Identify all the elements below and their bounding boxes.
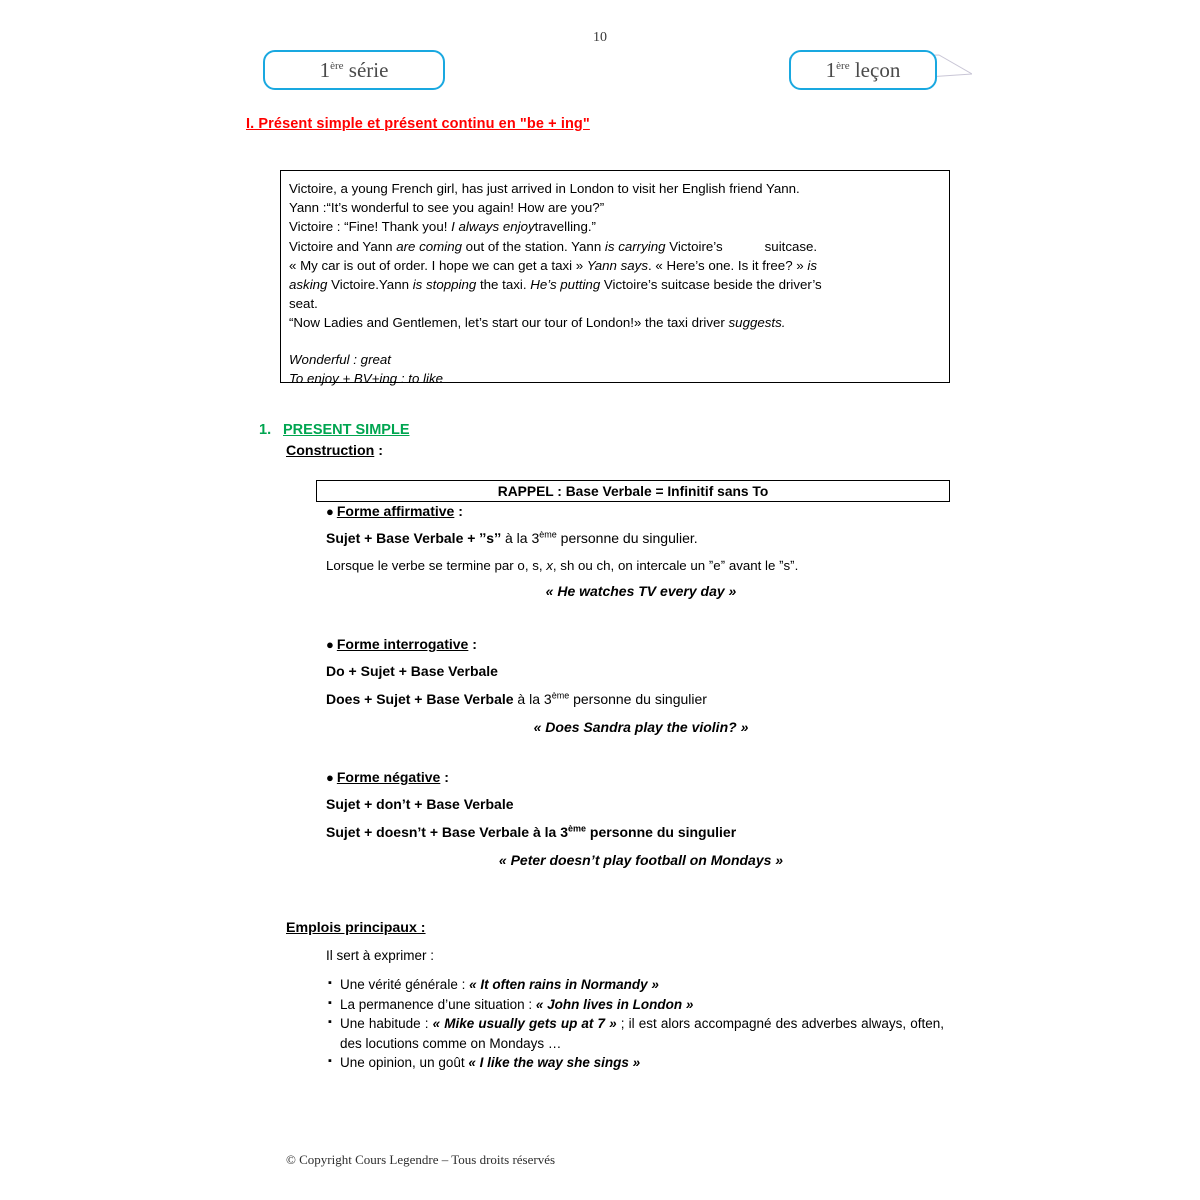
bullet-dot-icon: ●	[326, 637, 334, 652]
emplois-intro: Il sert à exprimer :	[326, 948, 435, 963]
dialogue-text-box	[280, 170, 950, 386]
list-item: ▪ La permanence d’une situation : « John lives in London »	[328, 995, 944, 1015]
dialogue-line-5: « My car is out of order. I hope we can get a taxi » Yann says. « Here’s one. Is it free? » is	[289, 257, 817, 273]
emplois-list	[328, 975, 944, 1073]
badge-lecon-text: 1ère leçon	[825, 57, 901, 82]
badge-serie-text: 1ère série	[319, 57, 389, 82]
list-item: ▪ Une opinion, un goût « I like the way she sings »	[328, 1053, 944, 1073]
copyright-footer: © Copyright Cours Legendre – Tous droits réservés	[286, 1152, 556, 1167]
bullet-forme-interrogative: ● Forme interrogative :	[326, 636, 477, 652]
rappel-box	[316, 480, 950, 502]
glossary-line-2: To enjoy + BV+ing : to like	[289, 370, 443, 386]
badge-serie	[263, 50, 445, 90]
dialogue-line-3: Victoire : “Fine! Thank you! I always enjoytravelling.”	[289, 219, 596, 235]
interrogative-example: « Does Sandra play the violin? »	[533, 719, 749, 735]
dialogue-line-2: Yann :“It’s wonderful to see you again! How are you?”	[289, 200, 605, 216]
glossary-line-1: Wonderful : great	[289, 351, 391, 367]
form-block-interrogative	[326, 636, 956, 735]
negative-rule-dont: Sujet + don’t + Base Verbale	[326, 796, 514, 812]
bullet-dot-icon: ●	[326, 504, 334, 519]
form-block-affirmative	[326, 503, 956, 599]
list-item: ▪ Une vérité générale : « It often rains in Normandy »	[328, 975, 944, 995]
bullet-dot-icon: ●	[326, 770, 334, 785]
subsection-heading-present-simple	[259, 422, 410, 438]
emplois-list-ul	[328, 975, 944, 1073]
dialogue-line-7: seat.	[289, 296, 318, 312]
dialogue-spacer	[289, 333, 941, 350]
list-item: ▪ Une habitude : « Mike usually gets up at 7 » ; il est alors accompagné des adverbes always, often, des locutions comme on Mondays …	[328, 1014, 944, 1053]
construction-label: Construction :	[286, 443, 383, 459]
rappel-text: RAPPEL : Base Verbale = Infinitif sans To	[497, 483, 769, 499]
badge-lecon	[789, 50, 937, 90]
dialogue-line-8: “Now Ladies and Gentlemen, let’s start our tour of London!» the taxi driver suggests.	[289, 315, 786, 331]
bullet-forme-affirmative: ● Forme affirmative :	[326, 503, 463, 519]
dialogue-line-1: Victoire, a young French girl, has just arrived in London to visit her English friend Yann.	[289, 181, 800, 196]
interrogative-rule-do: Do + Sujet + Base Verbale	[326, 663, 498, 679]
form-block-negative	[326, 769, 956, 868]
dialogue-line-6: asking Victoire.Yann is stopping the taxi. He’s putting Victoire’s suitcase beside the driver’s	[289, 277, 822, 293]
affirmative-rule: Sujet + Base Verbale + ˮsˮ à la 3ème personne du singulier.	[326, 529, 698, 546]
subsection-title: PRESENT SIMPLE	[283, 422, 410, 438]
negative-example: « Peter doesn’t play football on Mondays »	[498, 852, 784, 868]
emplois-principaux-title: Emplois principaux :	[286, 920, 426, 936]
subsection-number: 1.	[259, 422, 272, 438]
section-heading-roman-one: I. Présent simple et présent continu en "be + ing"	[246, 116, 590, 132]
negative-rule-doesnt: Sujet + doesn’t + Base Verbale à la 3ème personne du singulier	[326, 823, 737, 840]
page-number: 10	[593, 30, 607, 45]
affirmative-example: « He watches TV every day »	[545, 583, 737, 599]
bullet-forme-negative: ● Forme négative :	[326, 769, 449, 785]
affirmative-spelling-note: Lorsque le verbe se termine par o, s, x, sh ou ch, on intercale un ˮeˮ avant le ˮsˮ.	[326, 558, 799, 573]
dialogue-line-4: Victoire and Yann are coming out of the station. Yann is carrying Victoire’s suitcase.	[289, 238, 818, 254]
interrogative-rule-does: Does + Sujet + Base Verbale à la 3ème personne du singulier	[326, 690, 707, 707]
